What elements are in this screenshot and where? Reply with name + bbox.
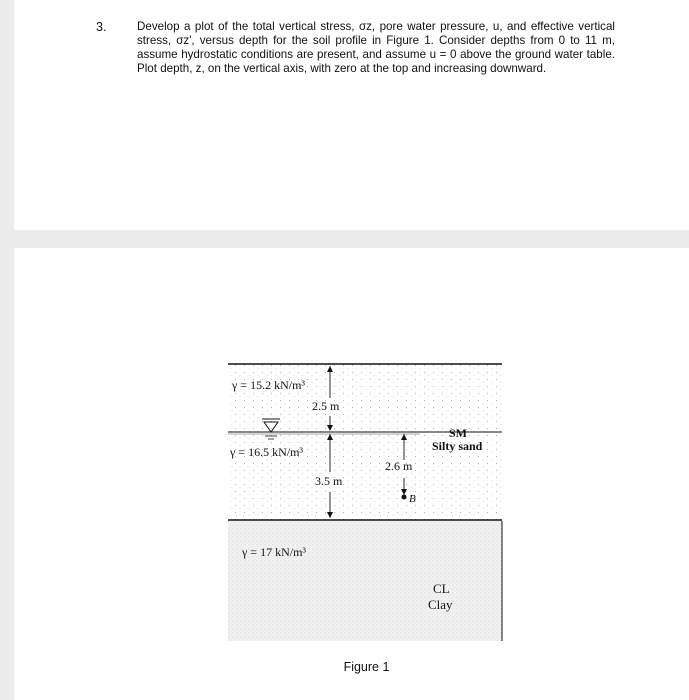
middle-unit-weight-label: γ = 16.5 kN/m³ <box>230 445 304 459</box>
clay-name-label: Clay <box>428 597 453 612</box>
figure-caption-row <box>0 660 689 674</box>
depth-to-b-label: 2.6 m <box>385 459 413 473</box>
question-text: Develop a plot of the total vertical stress, σz, pore water pressure, u, and effective vertical stress, σz', versus depth for the soil profile in Figure 1. Consider depths from 0 to 11 m, assume hydrostatic conditions are present, and assume u = 0 above the ground water table. Plot depth, z, on the vertical axis, with zero at the top and increasing downward. <box>137 20 615 75</box>
clay-layer <box>228 521 502 641</box>
top-unit-weight-label: γ = 15.2 kN/m³ <box>232 378 306 392</box>
upper-thickness-label: 2.5 m <box>312 399 340 413</box>
point-b-marker <box>402 495 407 500</box>
sand-code-label: SM <box>449 426 467 440</box>
figure-caption: Figure 1 <box>343 660 390 674</box>
clay-code-label: CL <box>433 581 450 596</box>
point-b-label: B <box>409 493 416 505</box>
sand-name-label: Silty sand <box>432 439 483 453</box>
question-number: 3. <box>96 20 107 34</box>
clay-unit-weight-label: γ = 17 kN/m³ <box>242 545 307 559</box>
lower-thickness-label: 3.5 m <box>315 474 343 488</box>
